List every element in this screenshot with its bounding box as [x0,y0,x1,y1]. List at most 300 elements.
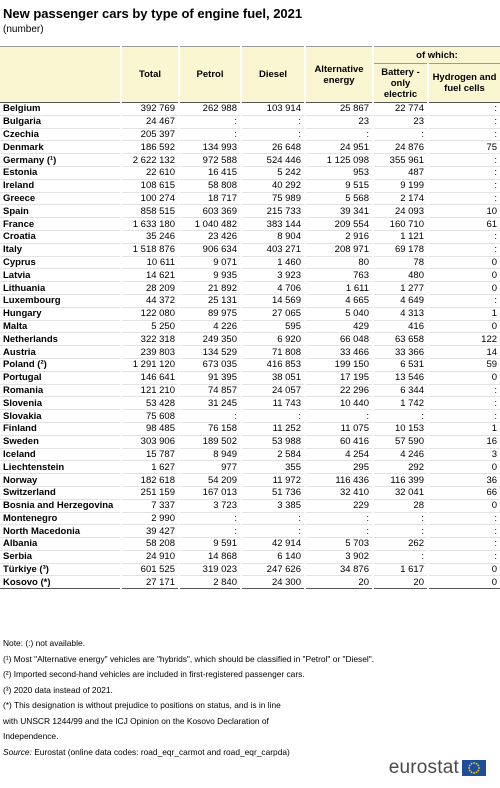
value-cell: 906 634 [179,243,241,256]
value-cell: 58 808 [179,179,241,192]
value-cell: 6 920 [241,333,305,346]
table-row [0,294,500,307]
value-cell: 32 041 [373,486,428,499]
table-row [0,269,500,282]
table-row [0,166,500,179]
value-cell: 13 546 [373,371,428,384]
value-cell: : [428,230,500,243]
value-cell: 429 [305,320,373,333]
header-battery-electric: Battery - only electric [373,64,428,103]
value-cell: 1 742 [373,397,428,410]
value-cell: 28 209 [121,282,179,295]
value-cell: 16 [428,435,500,448]
value-cell: 208 971 [305,243,373,256]
value-cell: 524 446 [241,154,305,167]
value-cell: 0 [428,576,500,589]
table-row [0,103,500,116]
value-cell: 2 990 [121,512,179,525]
value-cell: : [179,512,241,525]
value-cell: 25 867 [305,103,373,116]
value-cell: 601 525 [121,563,179,576]
value-cell: 134 529 [179,346,241,359]
value-cell: 4 649 [373,294,428,307]
source-line [3,745,374,761]
table-row [0,320,500,333]
value-cell: 22 774 [373,103,428,116]
value-cell: 0 [428,256,500,269]
table-row [0,576,500,589]
table-row [0,218,500,231]
value-cell: 21 892 [179,282,241,295]
country-cell: Finland [3,423,37,435]
value-cell: : [305,410,373,423]
eurostat-logo [389,757,486,779]
value-cell: 27 065 [241,307,305,320]
value-cell: 11 972 [241,474,305,487]
value-cell: 146 641 [121,371,179,384]
header-petrol: Petrol [179,47,241,103]
value-cell: 10 440 [305,397,373,410]
table-row [0,538,500,551]
value-cell: 24 876 [373,141,428,154]
value-cell: 6 344 [373,384,428,397]
value-cell: 36 [428,474,500,487]
value-cell: 292 [373,461,428,474]
country-cell: Greece [3,192,36,204]
value-cell: 54 209 [179,474,241,487]
country-cell: Latvia [3,269,31,281]
value-cell: 122 080 [121,307,179,320]
table-row [0,346,500,359]
country-cell: Ireland [3,180,35,192]
value-cell: 4 254 [305,448,373,461]
value-cell: 4 226 [179,320,241,333]
table-row [0,474,500,487]
country-cell: Kosovo (*) [3,576,51,588]
value-cell: 14 868 [179,550,241,563]
country-cell: Montenegro [3,512,58,524]
value-cell: 209 554 [305,218,373,231]
value-cell: 0 [428,282,500,295]
value-cell: 27 171 [121,576,179,589]
table-row [0,486,500,499]
value-cell: : [428,550,500,563]
value-cell: 262 [373,538,428,551]
value-cell: : [179,410,241,423]
value-cell: 78 [373,256,428,269]
source-text: Eurostat (online data codes: road_eqr_carmot and road_eqr_carpda) [31,746,290,757]
value-cell: 53 428 [121,397,179,410]
value-cell: 59 [428,358,500,371]
table-row [0,371,500,384]
country-cell: Norway [3,474,38,486]
header-country [0,47,121,103]
value-cell: 100 274 [121,192,179,205]
header-hydrogen: Hydrogen and fuel cells [428,64,500,103]
table-row [0,435,500,448]
country-cell: Cyprus [3,256,36,268]
value-cell: 5 568 [305,192,373,205]
table-row [0,512,500,525]
table-row [0,154,500,167]
value-cell: 103 914 [241,103,305,116]
value-cell: 0 [428,320,500,333]
table-row [0,128,500,141]
value-cell: 8 904 [241,230,305,243]
value-cell: : [241,512,305,525]
value-cell: 977 [179,461,241,474]
value-cell: : [428,192,500,205]
country-cell: Bulgaria [3,116,42,128]
value-cell: 186 592 [121,141,179,154]
country-cell: Sweden [3,436,39,448]
value-cell: 5 040 [305,307,373,320]
value-cell: 9 515 [305,179,373,192]
value-cell: 2 916 [305,230,373,243]
header-diesel: Diesel [241,47,305,103]
value-cell: 480 [373,269,428,282]
country-cell: Austria [3,346,36,358]
value-cell: 24 951 [305,141,373,154]
table-row [0,461,500,474]
value-cell: : [428,179,500,192]
country-cell: Liechtenstein [3,461,65,473]
table-row [0,563,500,576]
value-cell: 26 648 [241,141,305,154]
value-cell: 60 416 [305,435,373,448]
value-cell: 1 040 482 [179,218,241,231]
value-cell: 251 159 [121,486,179,499]
value-cell: 22 296 [305,384,373,397]
value-cell: 1 611 [305,282,373,295]
country-cell: Croatia [3,231,36,243]
value-cell: 3 902 [305,550,373,563]
value-cell: 1 [428,422,500,435]
table-row [0,384,500,397]
value-cell: 66 048 [305,333,373,346]
value-cell: 14 569 [241,294,305,307]
value-cell: 38 051 [241,371,305,384]
value-cell: 23 426 [179,230,241,243]
value-cell: 1 460 [241,256,305,269]
value-cell: 1 633 180 [121,218,179,231]
value-cell: 5 703 [305,538,373,551]
value-cell: 2 584 [241,448,305,461]
value-cell: 0 [428,461,500,474]
note-line: (²) Imported second-hand vehicles are included in first-registered passenger cars. [3,669,305,679]
value-cell: 32 410 [305,486,373,499]
value-cell: 3 723 [179,499,241,512]
value-cell: 42 914 [241,538,305,551]
value-cell: 34 876 [305,563,373,576]
note-line: with UNSCR 1244/99 and the ICJ Opinion on the Kosovo Declaration of [3,715,269,726]
country-cell: Denmark [3,141,44,153]
value-cell: 416 853 [241,358,305,371]
table-row [0,410,500,423]
value-cell: : [428,103,500,116]
country-cell: Türkiye (³) [3,564,49,576]
value-cell: : [428,128,500,141]
value-cell: 14 [428,346,500,359]
value-cell: 122 [428,333,500,346]
table-row [0,422,500,435]
note-line: (*) This designation is without prejudice to positions on status, and is in line [3,700,281,710]
country-cell: Switzerland [3,487,56,499]
value-cell: : [428,154,500,167]
value-cell: 24 910 [121,550,179,563]
value-cell: 20 [373,576,428,589]
value-cell: 239 803 [121,346,179,359]
value-cell: 53 988 [241,435,305,448]
value-cell: 972 588 [179,154,241,167]
table-row [0,550,500,563]
value-cell: 595 [241,320,305,333]
value-cell: 74 857 [179,384,241,397]
logo-text: eurostat [388,757,459,778]
value-cell: 1 [428,307,500,320]
country-cell: Luxembourg [3,295,61,307]
value-cell: 98 485 [121,422,179,435]
value-cell: 355 [241,461,305,474]
value-cell: 16 415 [179,166,241,179]
value-cell: 8 949 [179,448,241,461]
value-cell: : [179,115,241,128]
table-row [0,230,500,243]
table-row [0,358,500,371]
value-cell: 89 975 [179,307,241,320]
value-cell: 9 935 [179,269,241,282]
value-cell: 40 292 [241,179,305,192]
value-cell: 319 023 [179,563,241,576]
value-cell: 11 743 [241,397,305,410]
value-cell: 1 125 098 [305,154,373,167]
value-cell: 33 366 [373,346,428,359]
value-cell: : [305,525,373,538]
table-row [0,192,500,205]
value-cell: 1 627 [121,461,179,474]
value-cell: : [428,294,500,307]
country-cell: North Macedonia [3,525,81,537]
value-cell: 10 153 [373,422,428,435]
value-cell: 69 178 [373,243,428,256]
value-cell: 4 313 [373,307,428,320]
value-cell: 18 717 [179,192,241,205]
value-cell: 189 502 [179,435,241,448]
value-cell: : [241,410,305,423]
value-cell: 80 [305,256,373,269]
value-cell: 3 923 [241,269,305,282]
value-cell: 603 369 [179,205,241,218]
table-row [0,397,500,410]
table-row [0,333,500,346]
value-cell: 858 515 [121,205,179,218]
eu-flag-icon [462,760,486,776]
value-cell: 1 617 [373,563,428,576]
data-table [0,46,500,589]
value-cell: 953 [305,166,373,179]
country-cell: Bosnia and Herzegovina [3,500,114,512]
note-line: (³) 2020 data instead of 2021. [3,684,113,695]
value-cell: 4 706 [241,282,305,295]
value-cell: 35 246 [121,230,179,243]
value-cell: 229 [305,499,373,512]
country-cell: France [3,218,35,230]
value-cell: : [179,128,241,141]
value-cell: 205 397 [121,128,179,141]
value-cell: 9 071 [179,256,241,269]
country-cell: Romania [3,384,44,396]
value-cell: : [428,410,500,423]
value-cell: 108 615 [121,179,179,192]
value-cell: 25 131 [179,294,241,307]
value-cell: 61 [428,218,500,231]
value-cell: 71 808 [241,346,305,359]
value-cell: 5 242 [241,166,305,179]
value-cell: 63 658 [373,333,428,346]
value-cell: 9 199 [373,179,428,192]
value-cell: : [428,512,500,525]
value-cell: 416 [373,320,428,333]
value-cell: 295 [305,461,373,474]
value-cell: 0 [428,563,500,576]
note-line: (¹) Most "Alternative energy" vehicles are "hybrids", which should be classified in "Petrol" or "Diesel". [3,653,375,664]
table-row [0,282,500,295]
value-cell: 160 710 [373,218,428,231]
country-cell: Hungary [3,308,42,320]
page-subtitle: (number) [3,24,44,35]
value-cell: : [373,525,428,538]
country-cell: Italy [3,244,23,256]
value-cell: 1 291 120 [121,358,179,371]
value-cell: 322 318 [121,333,179,346]
value-cell: 355 961 [373,154,428,167]
value-cell: 3 [428,448,500,461]
country-cell: Slovakia [3,410,42,422]
value-cell: 51 736 [241,486,305,499]
value-cell: 4 246 [373,448,428,461]
value-cell: 10 [428,205,500,218]
value-cell: 247 626 [241,563,305,576]
value-cell: 5 250 [121,320,179,333]
value-cell: 66 [428,486,500,499]
value-cell: : [373,410,428,423]
value-cell: 22 610 [121,166,179,179]
value-cell: 487 [373,166,428,179]
value-cell: 121 210 [121,384,179,397]
value-cell: 249 350 [179,333,241,346]
value-cell: 7 337 [121,499,179,512]
value-cell: 10 611 [121,256,179,269]
value-cell: 167 013 [179,486,241,499]
country-cell: Netherlands [3,333,58,345]
table-row [0,307,500,320]
value-cell: 303 906 [121,435,179,448]
value-cell: 57 590 [373,435,428,448]
value-cell: 392 769 [121,103,179,116]
value-cell: : [305,512,373,525]
value-cell: 2 840 [179,576,241,589]
value-cell: : [428,397,500,410]
value-cell: 91 395 [179,371,241,384]
table-row [0,525,500,538]
country-cell: Spain [3,205,29,217]
header-alternative: Alternative energy [305,47,373,103]
value-cell: 673 035 [179,358,241,371]
table-row [0,243,500,256]
country-cell: Serbia [3,551,33,563]
value-cell: 58 208 [121,538,179,551]
value-cell: : [179,525,241,538]
country-cell: Poland (²) [3,359,47,371]
table-row [0,115,500,128]
value-cell: : [428,243,500,256]
country-cell: Lithuania [3,282,46,294]
footnotes [3,636,374,760]
value-cell: 39 427 [121,525,179,538]
value-cell: 76 158 [179,422,241,435]
value-cell: : [241,525,305,538]
value-cell: : [241,128,305,141]
value-cell: 2 622 132 [121,154,179,167]
country-cell: Albania [3,538,38,550]
value-cell: 262 988 [179,103,241,116]
value-cell: 44 372 [121,294,179,307]
value-cell: 0 [428,269,500,282]
country-cell: Germany (¹) [3,154,57,166]
value-cell: 182 618 [121,474,179,487]
value-cell: 3 385 [241,499,305,512]
value-cell: 24 057 [241,384,305,397]
value-cell: : [241,115,305,128]
value-cell: 134 993 [179,141,241,154]
value-cell: 4 665 [305,294,373,307]
value-cell: 20 [305,576,373,589]
value-cell: 24 467 [121,115,179,128]
value-cell: : [428,166,500,179]
value-cell: 1 121 [373,230,428,243]
value-cell: : [373,550,428,563]
table-header [0,47,500,103]
table-row [0,256,500,269]
value-cell: 0 [428,371,500,384]
page-title: New passenger cars by type of engine fuel, 2021 [3,6,303,21]
value-cell: 403 271 [241,243,305,256]
value-cell: 1 277 [373,282,428,295]
value-cell: 763 [305,269,373,282]
country-cell: Slovenia [3,397,43,409]
value-cell: 6 531 [373,358,428,371]
value-cell: 75 [428,141,500,154]
value-cell: 116 436 [305,474,373,487]
table-row [0,179,500,192]
value-cell: 23 [373,115,428,128]
value-cell: 75 989 [241,192,305,205]
value-cell: 199 150 [305,358,373,371]
value-cell: 23 [305,115,373,128]
header-of-which: of which: [373,47,500,64]
value-cell: 39 341 [305,205,373,218]
value-cell: 14 621 [121,269,179,282]
country-cell: Portugal [3,372,42,384]
value-cell: 9 591 [179,538,241,551]
country-cell: Estonia [3,167,38,179]
value-cell: : [373,128,428,141]
value-cell: 0 [428,499,500,512]
value-cell: 17 195 [305,371,373,384]
value-cell: 2 174 [373,192,428,205]
table-body [0,103,500,589]
note-line: Note: (:) not available. [3,638,85,648]
